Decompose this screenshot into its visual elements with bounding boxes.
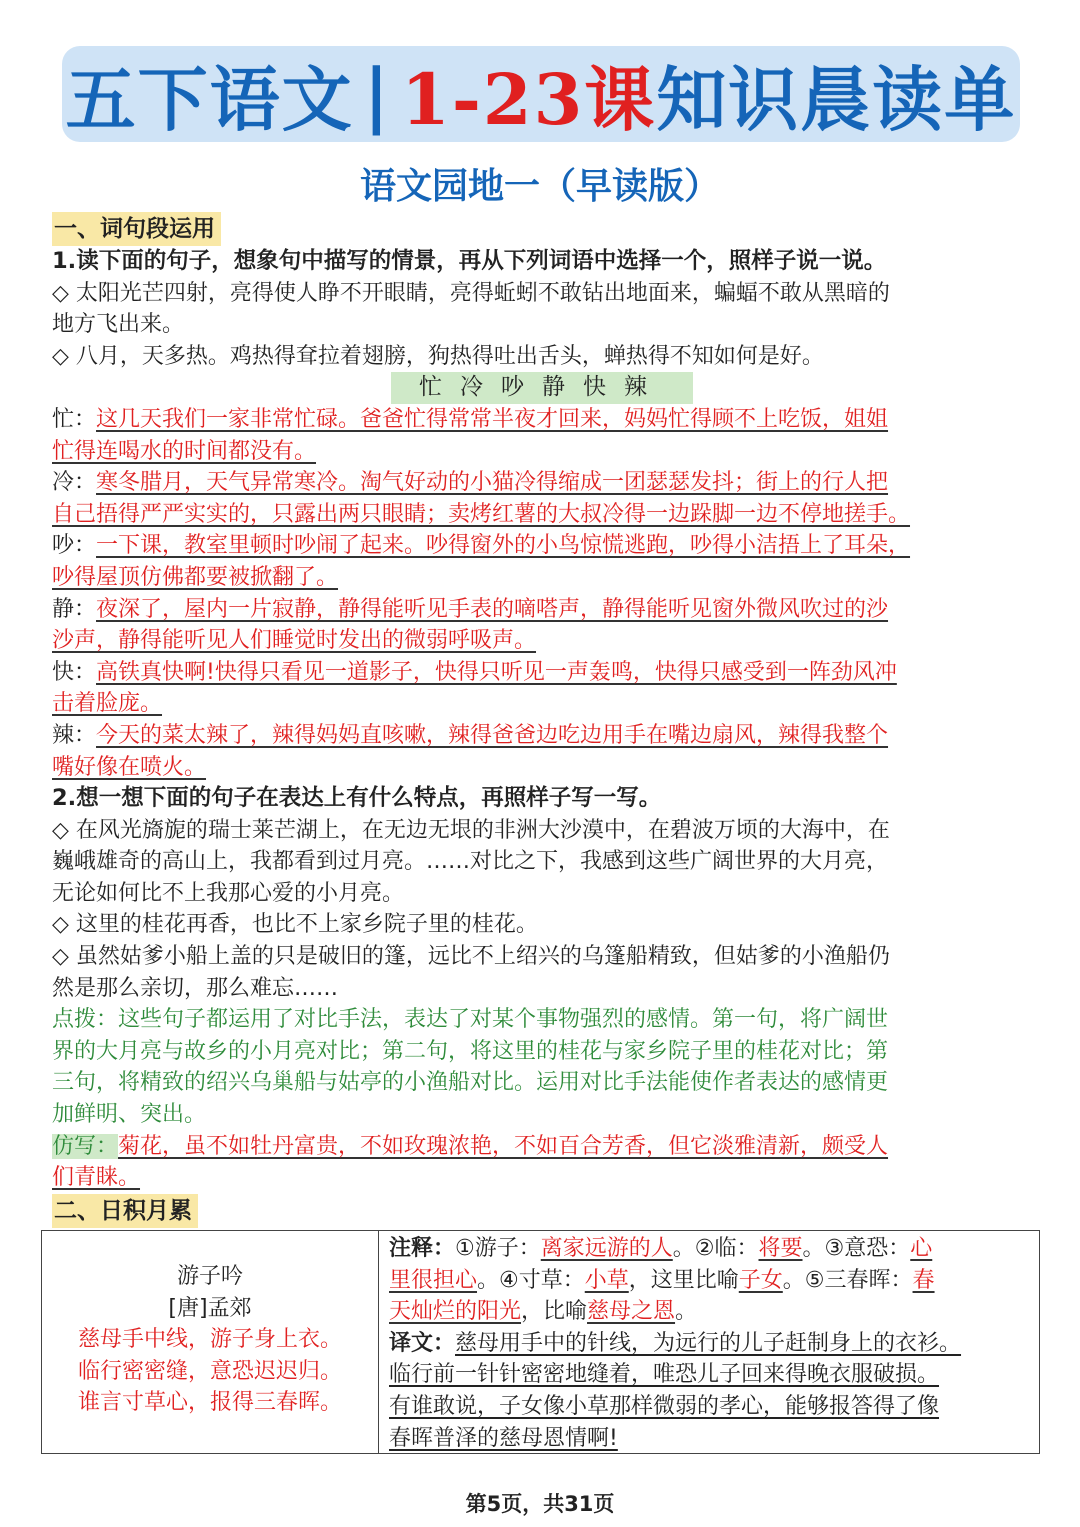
- tip-line: 加鲜明、突出。: [52, 1102, 207, 1128]
- answer-label: 快：: [52, 659, 97, 685]
- sentence-2d: ◇ 这里的桂花再香，也比不上家乡院子里的桂花。: [52, 912, 538, 938]
- section1-heading: 一、词句段运用: [52, 212, 221, 246]
- banner-separator: |: [363, 52, 392, 136]
- poem-line: 临行密密缝，意恐迟迟归。: [77, 1358, 342, 1384]
- title-banner: [62, 46, 1020, 142]
- poem-line: 慈母手中线，游子身上衣。: [77, 1327, 342, 1353]
- sentence-2f: 然是那么亲切，那么难忘……: [52, 975, 339, 1001]
- answer-text: 嘴好像在喷火。: [52, 754, 207, 780]
- answer-row: [52, 499, 1032, 531]
- note-answer: 将要: [758, 1236, 803, 1261]
- answer-text: 忙得连喝水的时间都没有。: [52, 438, 317, 464]
- note-answer: 慈母之恩: [587, 1299, 676, 1325]
- tip-line: 三句，将精致的绍兴乌巢船与姑亭的小渔船对比。运用对比手法能使作者表达的感情更: [52, 1070, 889, 1096]
- note-term: 。: [675, 1299, 698, 1325]
- answer-row: [52, 657, 1032, 689]
- answer-text: 高铁真快啊!快得只看见一道影子，快得只听见一声轰鸣，快得只感受到一阵劲风冲: [96, 659, 897, 685]
- banner-lessons: 1-23课: [401, 57, 657, 141]
- example-2: ◇ 八月，天多热。鸡热得耷拉着翅膀，狗热得吐出舌头，蝉热得不知如何是好。: [52, 343, 824, 369]
- answer-label: 辣：: [52, 722, 97, 748]
- answer-row: [52, 752, 1032, 784]
- page-number: 第5页，共31页: [465, 1492, 615, 1516]
- banner-title: 知识晨读单: [656, 57, 1017, 141]
- translation-line: 有谁敢说，子女像小草那样微弱的孝心，能够报答得了像: [389, 1393, 940, 1419]
- answer-text: 这几天我们一家非常忙碌。爸爸忙得常常半夜才回来，妈妈忙得顾不上吃饭，姐姐: [96, 406, 889, 432]
- page-subtitle: 语文园地一（早读版）: [359, 166, 720, 207]
- tip-line: 点拨：这些句子都运用了对比手法，表达了对某个事物强烈的感情。第一句，将广阔世: [52, 1007, 889, 1033]
- sentence-2e: ◇ 虽然姑爹小船上盖的只是破旧的篷，远比不上绍兴的乌篷船精致，但姑爹的小渔船仍: [52, 944, 890, 970]
- answer-text: 自己捂得严严实实的，只露出两只眼睛；卖烤红薯的大叔冷得一边跺脚一边不停地搓手。: [52, 501, 911, 527]
- imitation-text: 菊花，虽不如牡丹富贵，不如玫瑰浓艳，不如百合芳香，但它淡雅清新，颇受人: [118, 1133, 889, 1159]
- note-answer: 里很担心: [389, 1267, 478, 1293]
- answer-row: [52, 594, 1032, 626]
- translation-line: 春晖普泽的慈母恩情啊!: [389, 1425, 618, 1451]
- answer-label: 忙：: [52, 406, 97, 432]
- answer-row: [52, 688, 1032, 720]
- answer-row: [52, 625, 1032, 657]
- poem-line: 谁言寸草心，报得三春晖。: [77, 1390, 342, 1416]
- answer-row: [52, 530, 1032, 562]
- note-term: ①游子：: [455, 1236, 541, 1261]
- answer-label: 静：: [52, 596, 97, 622]
- translation-line: 临行前一针针密密地缝着，唯恐儿子回来得晚衣服破损。: [389, 1362, 940, 1388]
- word-choices: 忙冷吵静快辣: [391, 372, 693, 404]
- note-answer: 子女: [738, 1267, 783, 1293]
- note-term: 。⑤三春晖：: [782, 1267, 913, 1293]
- answer-text: 吵得屋顶仿佛都要被掀翻了。: [52, 564, 339, 590]
- poem-author: [唐]孟郊: [168, 1295, 252, 1321]
- answer-label: 冷：: [52, 470, 97, 496]
- imitation-text: 们青睐。: [52, 1165, 141, 1191]
- answer-text: 今天的菜太辣了，辣得妈妈直咳嗽，辣得爸爸边吃边用手在嘴边扇风，辣得我整个: [96, 722, 889, 748]
- note-term: 。④寸草：: [477, 1267, 585, 1293]
- tip-line: 界的大月亮与故乡的小月亮对比；第二句，将这里的桂花与家乡院子里的桂花对比；第: [52, 1038, 889, 1064]
- poem-title: 游子吟: [176, 1264, 243, 1289]
- translation-line: 慈母用手中的针线，为远行的儿子赶制身上的衣衫。: [455, 1330, 962, 1356]
- banner-grade: 五下语文: [65, 57, 354, 141]
- answer-text: 沙声，静得能听见人们睡觉时发出的微弱呼吸声。: [52, 628, 537, 654]
- note-answer: 离家远游的人: [540, 1236, 673, 1261]
- main-content: [52, 212, 1032, 1228]
- sentence-2c: 无论如何比不上我那心爱的小月亮。: [52, 880, 405, 906]
- answer-text: 寒冬腊月，天气异常寒冷。淘气好动的小猫冷得缩成一团瑟瑟发抖；街上的行人把: [96, 470, 889, 496]
- poem-table: [41, 1230, 1040, 1454]
- answer-row: [52, 404, 1032, 436]
- sentence-2b: 巍峨雄奇的高山上，我都看到过月亮。……对比之下，我感到这些广阔世界的大月亮，: [52, 849, 889, 875]
- note-answer: 春: [912, 1267, 935, 1293]
- sentence-2a: ◇ 在风光旖旎的瑞士莱芒湖上，在无边无垠的非洲大沙漠中，在碧波万顷的大海中，在: [52, 817, 890, 843]
- answer-row: [52, 720, 1032, 752]
- imitation-label: 仿写：: [52, 1133, 119, 1159]
- answer-row: [52, 562, 1032, 594]
- answer-text: 击着脸庞。: [52, 691, 163, 717]
- notes-label: 注释：: [389, 1236, 456, 1261]
- poem-notes: [379, 1231, 1039, 1453]
- note-term: ，比喻: [521, 1299, 588, 1325]
- note-answer: 小草: [584, 1267, 629, 1293]
- answer-row: [52, 467, 1032, 499]
- note-term: ，这里比喻: [628, 1267, 739, 1293]
- answer-text: 一下课，教室里顿时吵闹了起来。吵得窗外的小鸟惊慌逃跑，吵得小洁捂上了耳朵，: [96, 533, 911, 559]
- translation-label: 译文：: [389, 1330, 456, 1356]
- section2-heading: 二、日积月累: [52, 1194, 198, 1228]
- example-1a: ◇ 太阳光芒四射，亮得使人睁不开眼睛，亮得蚯蚓不敢钻出地面来，蝙蝠不敢从黑暗的: [52, 280, 890, 306]
- note-answer: 心: [910, 1236, 933, 1261]
- poem-text: [42, 1231, 379, 1453]
- note-term: 。②临：: [672, 1236, 759, 1261]
- note-term: 。③意恐：: [802, 1236, 911, 1261]
- example-1b: 地方飞出来。: [52, 312, 185, 338]
- answer-row: [52, 436, 1032, 468]
- answer-text: 夜深了，屋内一片寂静，静得能听见手表的嘀嗒声，静得能听见窗外微风吹过的沙: [96, 596, 889, 622]
- question-2: 2.想一想下面的句子在表达上有什么特点，再照样子写一写。: [52, 785, 662, 812]
- question-1: 1.读下面的句子，想象句中描写的情景，再从下列词语中选择一个，照样子说一说。: [52, 248, 887, 274]
- note-answer: 天灿烂的阳光: [389, 1299, 522, 1325]
- answer-label: 吵：: [52, 533, 97, 559]
